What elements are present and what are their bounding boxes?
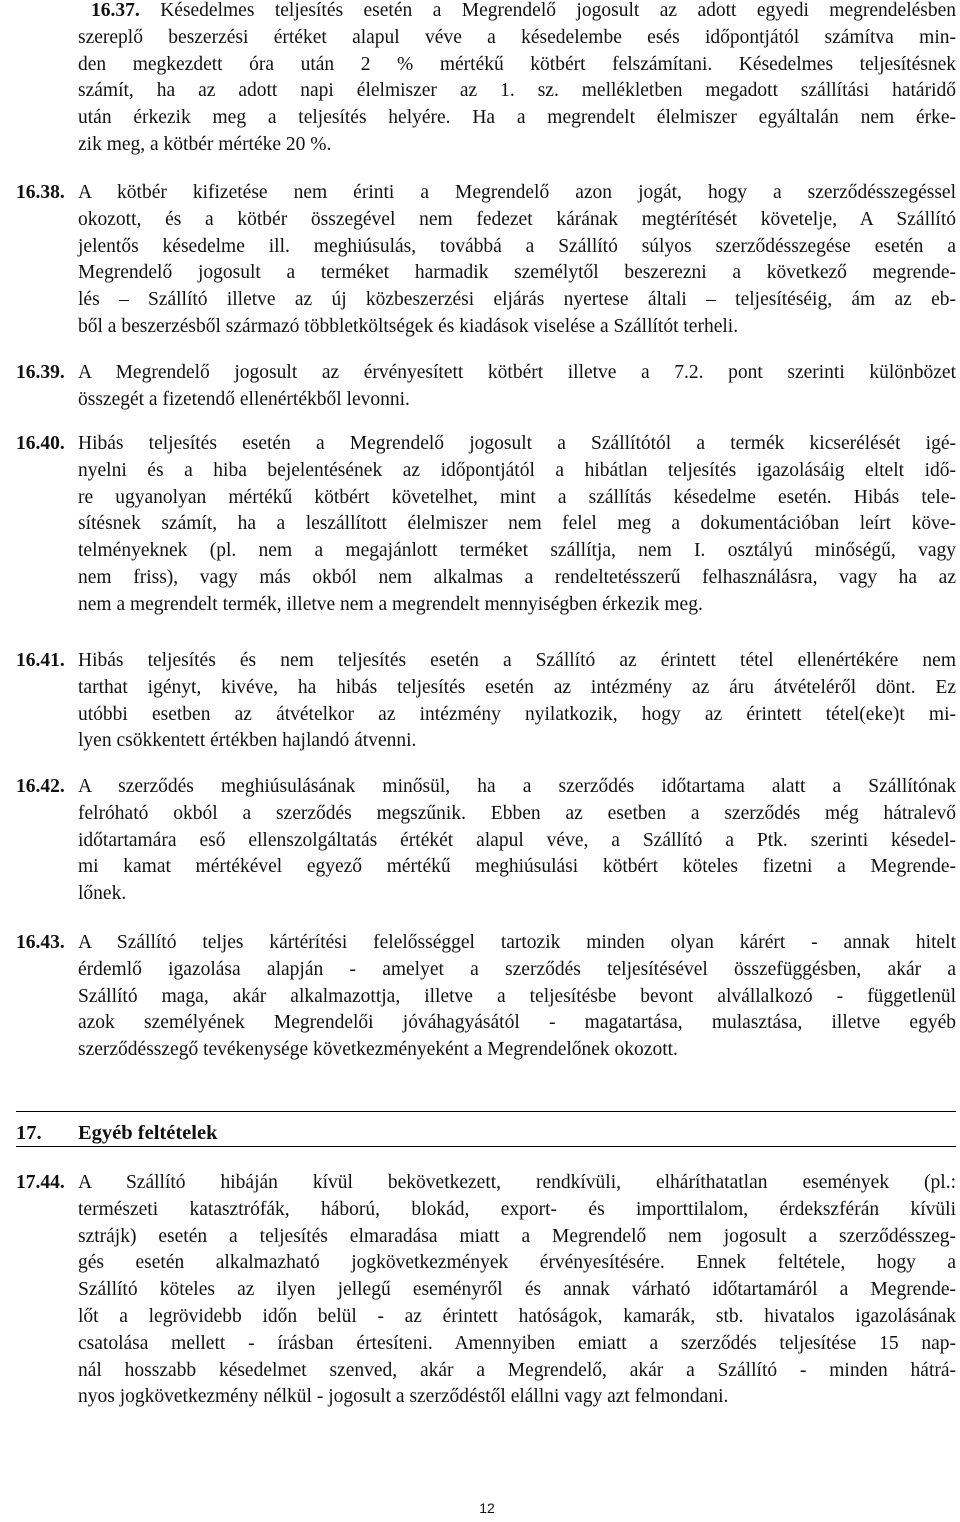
text-line: nál hosszabb késedelmet szenved, akár a Megrendelő, akár a Szállító - minden hátrá-: [78, 1359, 956, 1381]
heading-title: Egyéb feltételek: [78, 1122, 218, 1144]
section-number: 16.39.: [16, 362, 65, 383]
section-number: 16.43.: [16, 932, 65, 953]
text-line: nem friss), vagy más okból nem alkalmas a rendeltetésszerű felhasználásra, vagy ha az: [78, 566, 956, 588]
text-line: csatolása mellett - írásban értesíteni. Amennyiben emiatt a szerződés teljesítése 15 nap-: [78, 1332, 956, 1354]
section-text: [78, 1170, 956, 1411]
section-number: 16.42.: [16, 776, 65, 797]
text-line: számít, ha az adott napi élelmiszer az 1. sz. mellékletben megadott szállítási határidő: [78, 80, 956, 102]
text-line: után érkezik meg a teljesítés helyére. Ha a megrendelt élelmiszer egyáltalán nem érke-: [78, 107, 956, 129]
section-number: 16.38.: [16, 182, 65, 203]
text-line: lőnek.: [78, 883, 127, 905]
section-text-cont: [78, 25, 956, 159]
text-line: A szerződés meghiúsulásának minősül, ha a szerződés időtartama alatt a Szállítónak: [78, 776, 956, 797]
text-line: összegét a fizetendő ellenértékből levonni.: [78, 388, 410, 410]
section-text: [78, 930, 956, 1064]
text-line: szerződésszegő tevékenysége következményeként a Megrendelőnek okozott.: [78, 1039, 678, 1061]
text-line: lőt a legrövidebb időn belül - az érintett hatóságok, kamarák, stb. hivatalos igazolásának: [78, 1305, 956, 1327]
section-number: 16.37.: [91, 0, 140, 21]
text-line: jelentős késedelme ill. meghiúsulás, továbbá a Szállító súlyos szerződésszegése esetén a: [78, 235, 956, 257]
text-line: lyen csökkentett értékben hajlandó átvenni.: [78, 730, 417, 752]
text-line: ből a beszerzésből származó többletköltségek és kiadások viselése a Szállítót terheli.: [78, 315, 739, 337]
text-line: azok személyének Megrendelői jóváhagyásától - magatartása, mulasztása, illetve egyéb: [78, 1012, 956, 1034]
section-text: [78, 360, 956, 414]
text-line: A Megrendelő jogosult az érvényesített kötbért illetve a 7.2. pont szerinti különbözet: [78, 362, 956, 383]
section-16-39: [16, 360, 956, 414]
text-line: nyelni és a hiba bejelentésének az időpontjától a hibátlan teljesítés igazolásáig eltelt idő-: [78, 459, 956, 481]
text-line: sztrájk) esetén a teljesítés elmaradása miatt a Megrendelő nem jogosult a szerződésszeg-: [78, 1225, 956, 1247]
text-line: nyos jogkövetkezmény nélkül - jogosult a szerződéstől elállni vagy azt felmondani.: [78, 1386, 729, 1408]
text-line: Szállító maga, akár alkalmazottja, illetve a teljesítésbe bevont alvállalkozó - függetlenül: [78, 985, 956, 1007]
section-17-44: [16, 1170, 956, 1411]
text-line: mi kamat mértékével egyező mértékű meghiúsulási kötbért köteles fizetni a Megrende-: [78, 856, 956, 878]
text-line: Hibás teljesítés és nem teljesítés esetén a Szállító az érintett tétel ellenértékére nem: [78, 650, 956, 671]
text-line: Megrendelő jogosult a terméket harmadik személytől beszerezni a következő megrende-: [78, 262, 956, 284]
text-line: A kötbér kifizetése nem érinti a Megrendelő azon jogát, hogy a szerződésszegéssel: [78, 182, 956, 203]
text-line: tarthat igényt, kivéve, ha hibás teljesítés esetén az intézmény az áru átvételéről dönt. Ez: [78, 676, 956, 698]
text-line: Szállító köteles az ilyen jellegű eseményről és annak várható időtartamáról a Megrende-: [78, 1279, 956, 1301]
text-line: 16.37. Késedelmes teljesítés esetén a Megrendelő jogosult az adott egyedi megrendelésben: [91, 0, 957, 21]
section-text: [78, 648, 956, 755]
section-16-38: [16, 180, 956, 341]
heading-number: 17.: [16, 1122, 42, 1144]
section-number: 17.44.: [16, 1172, 65, 1193]
text-line: A Szállító hibáján kívül bekövetkezett, rendkívüli, elháríthatatlan események (pl.:: [78, 1172, 956, 1193]
text-line: felróható okból a szerződés megszűnik. Ebben az esetben a szerződés még hátralevő: [78, 802, 956, 824]
text-line: zik meg, a kötbér mértéke 20 %.: [78, 133, 332, 155]
section-heading: [16, 1111, 956, 1147]
text-line: gés esetén alkalmazható jogkövetkezmények érvényesítésére. Ennek feltétele, hogy a: [78, 1252, 956, 1274]
text-line: sítésnek számít, ha a leszállított élelmiszer nem felel meg a dokumentációban leírt köve-: [78, 513, 956, 535]
text-line: re ugyanolyan mértékű kötbért követelhet, mint a szállítás késedelme esetén. Hibás tele-: [78, 486, 956, 508]
section-16-42: [16, 774, 956, 908]
section-text: [78, 774, 956, 908]
text-line: utóbbi esetben az átvételkor az intézmény nyilatkozik, hogy az érintett tétel(eke)t mi-: [78, 703, 956, 725]
section-text: [78, 180, 956, 341]
section-text: [78, 431, 956, 619]
section-16-41: [16, 648, 956, 755]
text-line: telményeknek (pl. nem a megajánlott terméket szállítja, nem I. osztályú minőségű, vagy: [78, 540, 956, 562]
section-16-43: [16, 930, 956, 1064]
section-number: 16.40.: [16, 433, 65, 454]
text-line: A Szállító teljes kártérítési felelősséggel tartozik minden olyan kárért - annak hitelt: [78, 932, 956, 953]
section-16-37: [16, 0, 956, 159]
text-line: Hibás teljesítés esetén a Megrendelő jogosult a Szállítótól a termék kicserélését igé-: [78, 433, 956, 454]
page-number: 12: [479, 1500, 495, 1516]
text-line: természeti katasztrófák, háború, blokád, export- és importtilalom, érdekszférán kívüli: [78, 1198, 956, 1220]
section-number: 16.41.: [16, 650, 65, 671]
text-line: nem a megrendelt termék, illetve nem a megrendelt mennyiségben érkezik meg.: [78, 593, 703, 615]
text-line: szereplő beszerzési értéket alapul véve a késedelembe esés időpontjától számítva min-: [78, 26, 956, 48]
section-16-40: [16, 431, 956, 619]
section-text: [78, 0, 956, 25]
text-line: érdemlő igazolása alapján - amelyet a szerződés teljesítésével összefüggésben, akár a: [78, 958, 956, 980]
text-line: időtartamára eső ellenszolgáltatás értékét alapul véve, a Szállító a Ptk. szerinti késedel-: [78, 829, 956, 851]
text-line: okozott, és a kötbér összegével nem fedezet kárának megtérítését követelje, A Szállító: [78, 208, 956, 230]
text-line: den megkezdett óra után 2 % mértékű kötbért felszámítani. Késedelmes teljesítésnek: [78, 53, 956, 75]
text-line: lés – Szállító illetve az új közbeszerzési eljárás nyertese általi – teljesítéséig, ám az eb-: [78, 289, 956, 311]
